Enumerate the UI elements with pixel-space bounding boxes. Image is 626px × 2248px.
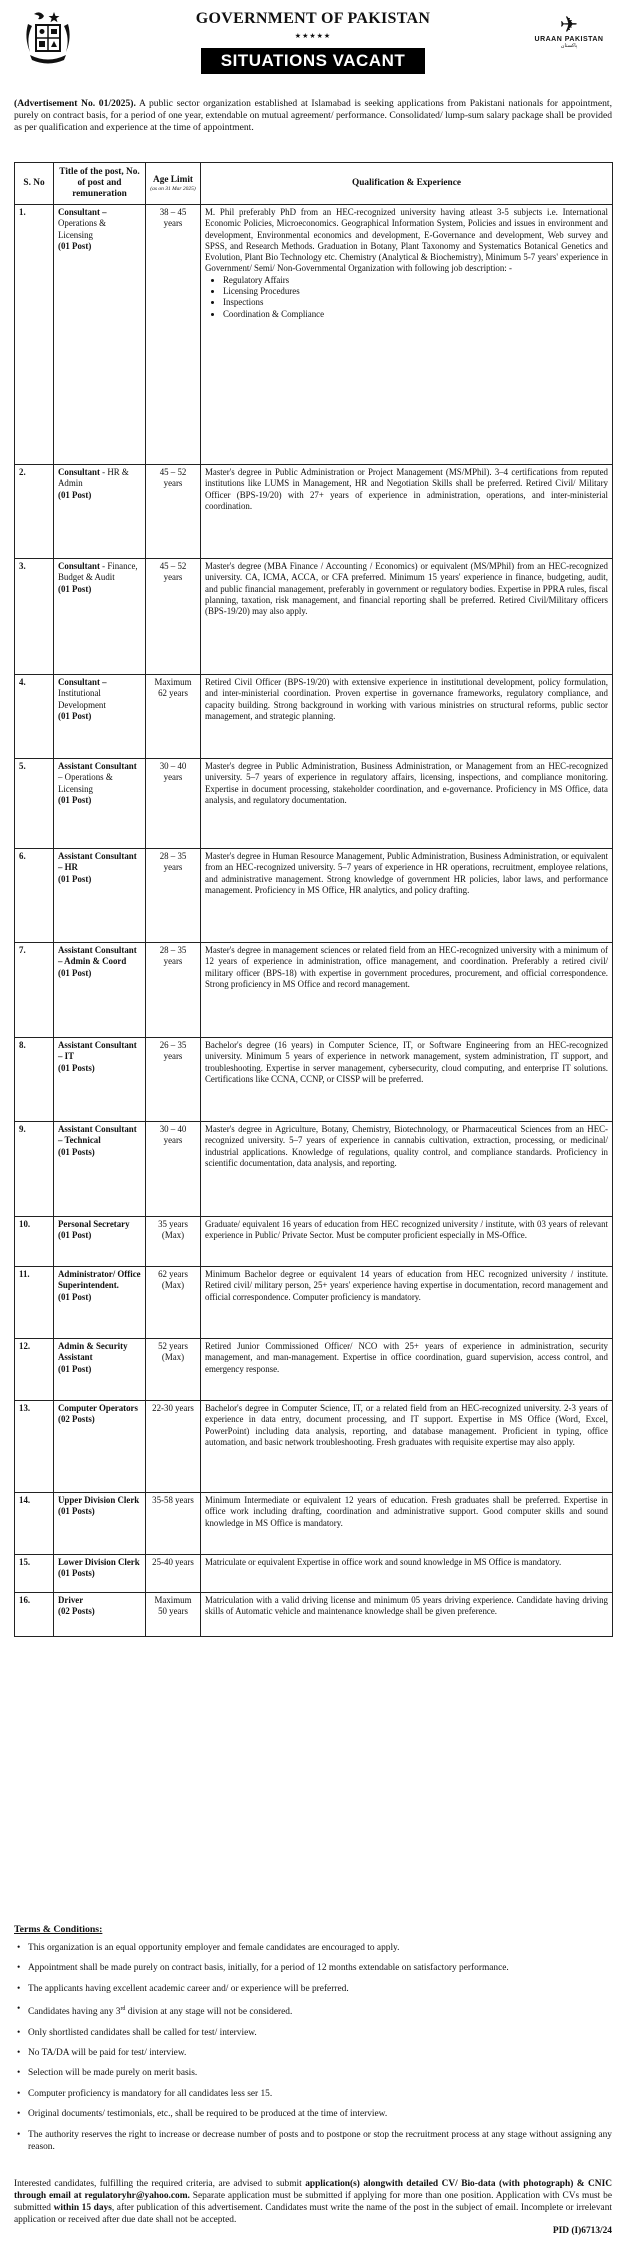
qualification-cell <box>201 1555 613 1593</box>
table-row <box>15 205 613 465</box>
serial-number: 9. <box>15 1122 54 1217</box>
serial-number: 13. <box>15 1401 54 1493</box>
post-title: Upper Division Clerk <box>58 1495 140 1505</box>
qualification-cell <box>201 1122 613 1217</box>
post-title-cell <box>54 943 146 1038</box>
page-header <box>0 0 626 80</box>
post-count: (02 Posts) <box>58 1606 95 1617</box>
qualification-text: Graduate/ equivalent 16 years of education from HEC recognized university / institute, with 03 years of relevant experience in Public/ Private Sector. Must be computer proficient especially in MS-Office. <box>205 1219 608 1241</box>
qualification-text: M. Phil preferably PhD from an HEC-recognized university having atleast 3-5 subjects i.e. International Economic Policies, Microeconomics. Geographical Information System, Policies and issues in environment and development, Environmental economics and development, E-Governance and development, Web survey and SPSS, and Research Methods. Graduation in Botany, Plant Taxonomy and Systematics Botanical Genetics and Evolution, Plant Bio Technology etc. Chemistry (Analytical & Biochemistry), Minimum 5-7 years' experience in Government/ Semi/ Non-Governmental Organization with following job description: - <box>205 207 608 274</box>
post-count: (01 Post) <box>58 794 92 805</box>
qualification-cell <box>201 849 613 943</box>
serial-number: 7. <box>15 943 54 1038</box>
header-qualification: Qualification & Experience <box>201 163 613 205</box>
age-limit: 45 – 52 years <box>146 465 201 559</box>
qualification-cell <box>201 1267 613 1339</box>
situations-vacant-banner: SITUATIONS VACANT <box>201 48 425 74</box>
term-item: • Only shortlisted candidates shall be called for test/ interview. <box>14 2027 612 2039</box>
age-limit: 35-58 years <box>146 1493 201 1555</box>
qualification-cell <box>201 465 613 559</box>
age-limit: 62 years (Max) <box>146 1267 201 1339</box>
table-row <box>15 1217 613 1267</box>
term-item: • Original documents/ testimonials, etc., shall be required to be produced at the time of interview. <box>14 2108 612 2120</box>
vacancies-table <box>14 162 613 1637</box>
qualification-text: Minimum Intermediate or equivalent 12 years of education. Fresh graduates shall be preferred. Expertise in office work including drafting, coordination and administrative support. Good computer skills and sound knowledge in MS Office is mandatory. <box>205 1495 608 1528</box>
table-row <box>15 465 613 559</box>
qualification-text: Minimum Bachelor degree or equivalent 14 years of education from HEC recognized university / institute. Retired civil/ military person, 25+ years' experience having expertise in documentation, record management and official correspondence. Computer proficiency is mandatory. <box>205 1269 608 1302</box>
job-description-item: • Inspections <box>223 297 608 308</box>
table-row <box>15 1401 613 1493</box>
post-title-cell <box>54 675 146 759</box>
post-title-cell <box>54 759 146 849</box>
post-title-cell <box>54 1122 146 1217</box>
qualification-text: Master's degree in Public Administration or Project Management (MS/MPhil). 3–4 certifications from reputed institutions like LUMS in Management, HR and Negotiation Skills shall be preferred. Retired Civil/ Military Officer (BPS-19/20) with 27+ years of experience in administration, operations, and inter-ministerial coordination. <box>205 467 608 511</box>
serial-number: 10. <box>15 1217 54 1267</box>
table-row <box>15 1038 613 1122</box>
terms-and-conditions <box>14 1924 612 2161</box>
job-description-item: • Regulatory Affairs <box>223 275 608 286</box>
post-title-cell <box>54 1593 146 1637</box>
qualification-cell <box>201 1493 613 1555</box>
age-limit: Maximum 50 years <box>146 1593 201 1637</box>
term-item: • No TA/DA will be paid for test/ interview. <box>14 2047 612 2059</box>
post-count: (01 Posts) <box>58 1506 95 1517</box>
qualification-text: Bachelor's degree (16 years) in Computer Science, IT, or Software Engineering from an HEC-recognized university. Minimum 5 years of experience in network management, system administration, IT support, and troubleshooting. Expertise in server management, cybersecurity, cloud computing, and enterprise IT solutions. Certifications like CCNA, CCNP, or CISSP will be preferred. <box>205 1040 608 1084</box>
age-limit: 45 – 52 years <box>146 559 201 675</box>
table-row <box>15 559 613 675</box>
serial-number: 5. <box>15 759 54 849</box>
stars-divider: ★★★★★ <box>294 32 332 40</box>
qualification-text: Master's degree in Public Administration, Business Administration, or Management from an HEC-recognized university. 5–7 years of experience in regulatory affairs, licensing, inspections, and compliance monitoring. Expertise in document processing, stakeholder coordination, and e-governance. Proficiency in MS Office, data analysis, and regulatory documentation. <box>205 761 608 805</box>
qualification-cell <box>201 1401 613 1493</box>
serial-number: 16. <box>15 1593 54 1637</box>
serial-number: 4. <box>15 675 54 759</box>
post-title: Consultant – <box>58 207 107 217</box>
age-limit: 38 – 45 years <box>146 205 201 465</box>
qualification-cell <box>201 1339 613 1401</box>
post-title: Assistant Consultant – Admin & Coord <box>58 945 137 967</box>
table-row <box>15 1339 613 1401</box>
serial-number: 1. <box>15 205 54 465</box>
term-item: • Appointment shall be made purely on contract basis, initially, for a period of 12 months extendable on satisfactory performance. <box>14 1962 612 1974</box>
table-row <box>15 1122 613 1217</box>
post-title: Lower Division Clerk <box>58 1557 140 1567</box>
post-count: (01 Posts) <box>58 1146 95 1157</box>
age-limit: Maximum 62 years <box>146 675 201 759</box>
post-count: (01 Post) <box>58 967 92 978</box>
header-sno: S. No <box>15 163 54 205</box>
serial-number: 11. <box>15 1267 54 1339</box>
post-title-rest: – Operations & Licensing <box>58 772 113 794</box>
post-title-cell <box>54 205 146 465</box>
post-title-cell <box>54 1267 146 1339</box>
pid-number: PID (I)6713/24 <box>552 2226 612 2236</box>
post-title: Consultant <box>58 561 100 571</box>
post-title: Personal Secretary <box>58 1219 130 1229</box>
post-title: Assistant Consultant – Technical <box>58 1124 137 1146</box>
deadline: within 15 days <box>53 2203 112 2213</box>
age-limit: 26 – 35 years <box>146 1038 201 1122</box>
job-description-item: • Coordination & Compliance <box>223 309 608 320</box>
post-count: (01 Post) <box>58 1291 92 1302</box>
qualification-text: Retired Civil Officer (BPS-19/20) with extensive experience in institutional development, policy formulation, and inter-ministerial coordination. Proven expertise in governance frameworks, regulatory compliance, and capacity building. Strong background in working with various ministries on structural reforms, public sector management, and strategic planning. <box>205 677 608 721</box>
table-row <box>15 849 613 943</box>
term-item: • The applicants having excellent academic career and/ or experience will be preferred. <box>14 1983 612 1995</box>
job-description-list <box>205 275 608 320</box>
serial-number: 12. <box>15 1339 54 1401</box>
post-title-cell <box>54 849 146 943</box>
age-limit: 30 – 40 years <box>146 1122 201 1217</box>
post-count: (02 Posts) <box>58 1414 95 1425</box>
government-title: GOVERNMENT OF PAKISTAN <box>195 10 431 27</box>
post-title-cell <box>54 1493 146 1555</box>
post-count: (01 Post) <box>58 710 92 721</box>
qualification-text: Matriculation with a valid driving license and minimum 05 years driving experience. Candidate having driving skills of Automatic vehicle and maintenance knowledge shall be given preference. <box>205 1595 608 1617</box>
intro-paragraph <box>14 98 612 135</box>
serial-number: 6. <box>15 849 54 943</box>
serial-number: 3. <box>15 559 54 675</box>
post-title-rest: - Finance, Budget & Audit <box>58 561 138 583</box>
post-count: (01 Post) <box>58 489 92 500</box>
qualification-cell <box>201 1038 613 1122</box>
header-age-sub: (as on 31 Mar 2025) <box>150 185 196 192</box>
table-row <box>15 943 613 1038</box>
post-title-cell <box>54 1401 146 1493</box>
table-row <box>15 1593 613 1637</box>
qualification-cell <box>201 675 613 759</box>
post-count: (01 Posts) <box>58 1568 95 1579</box>
age-limit: 35 years (Max) <box>146 1217 201 1267</box>
terms-list <box>14 1942 612 2153</box>
post-title: Driver <box>58 1595 84 1605</box>
post-title: Administrator/ Office Superintendent. <box>58 1269 141 1291</box>
post-title: Admin & Security Assistant <box>58 1341 128 1363</box>
table-row <box>15 1267 613 1339</box>
post-title-rest: Institutional Development <box>58 688 106 710</box>
age-limit: 52 years (Max) <box>146 1339 201 1401</box>
table-row <box>15 1493 613 1555</box>
job-description-item: • Licensing Procedures <box>223 286 608 297</box>
post-title: Consultant <box>58 467 100 477</box>
term-item: • Candidates having any 3rd division at any stage will not be considered. <box>14 2003 612 2018</box>
term-item: • The authority reserves the right to increase or decrease number of posts and to postpone or stop the recruitment process at any stage without assigning any reason. <box>14 2129 612 2153</box>
uraan-plane-icon: ✈ <box>559 12 579 37</box>
serial-number: 14. <box>15 1493 54 1555</box>
serial-number: 8. <box>15 1038 54 1122</box>
application-email-instruction: application(s) alongwith detailed CV/ Bio-data (with photograph) & CNIC through email at regulatoryhr@yahoo.com. <box>14 2179 612 2201</box>
post-title: Computer Operators <box>58 1403 138 1413</box>
qualification-text: Master's degree in Agriculture, Botany, Chemistry, Biotechnology, or Pharmaceutical Sciences from an HEC-recognized university. 5–7 years of experience in cannabis cultivation, extraction, processing, or medicinal/ industrial applications. Knowledge of regulations, quality control, and compliance standards. Proficiency in scientific documentation, data analysis, and reporting. <box>205 1124 608 1168</box>
qualification-text: Master's degree in Human Resource Management, Public Administration, Business Administration, or equivalent from an HEC-recognized university. 5–7 years of experience in HR operations, recruitment, employee relations, and administrative management. Strong knowledge of government HR policies, labor laws, and performance management. Proficiency in MS Office, HR analytics, and policy drafting. <box>205 851 608 895</box>
post-count: (01 Post) <box>58 583 92 594</box>
advertisement-number: (Advertisement No. 01/2025). <box>14 98 136 109</box>
table-row <box>15 675 613 759</box>
post-title-rest: Operations & Licensing <box>58 218 107 240</box>
table-row <box>15 1555 613 1593</box>
qualification-text: Master's degree (MBA Finance / Accounting / Economics) or equivalent (MS/MPhil) from an HEC-recognized university. CA, ICMA, ACCA, or CFA preferred. Minimum 15 years' experience in finance, budgeting, audit, and public financial management, preferably in government or regulatory bodies. Expertise in PPRA rules, fiscal planning, taxation, risk management, and financial reporting shall be preferred. Retired Civil/Military officers (BPS-19/20) may also apply. <box>205 561 608 617</box>
post-count: (01 Post) <box>58 1363 92 1374</box>
post-title-cell <box>54 1339 146 1401</box>
qualification-text: Bachelor's degree in Computer Science, IT, or a related field from an HEC-recognized university. 2-3 years of experience in data entry, document processing, and IT support. Expertise in MS Office (Word, Excel, PowerPoint) including data analysis, reporting, and database management. Proficient in typing, office automation, and basic network troubleshooting. Fresh graduates with requisite expertise may also apply. <box>205 1403 608 1447</box>
age-limit: 28 – 35 years <box>146 943 201 1038</box>
qualification-cell <box>201 943 613 1038</box>
qualification-cell <box>201 559 613 675</box>
post-count: (01 Posts) <box>58 1062 95 1073</box>
qualification-text: Retired Junior Commissioned Officer/ NCO with 25+ years of experience in administration, security management, and man-management. Expertise in office coordination, guard supervision, access control, and emergency response. <box>205 1341 608 1374</box>
post-title-cell <box>54 559 146 675</box>
age-limit: 25-40 years <box>146 1555 201 1593</box>
age-limit: 30 – 40 years <box>146 759 201 849</box>
post-title-cell <box>54 465 146 559</box>
serial-number: 15. <box>15 1555 54 1593</box>
post-title: Consultant – <box>58 677 107 687</box>
serial-number: 2. <box>15 465 54 559</box>
post-title-cell <box>54 1555 146 1593</box>
header-title: Title of the post, No. of post and remuneration <box>54 163 146 205</box>
qualification-cell <box>201 205 613 465</box>
header-age: Age Limit (as on 31 Mar 2025) <box>146 163 201 205</box>
qualification-text: Master's degree in management sciences or related field from an HEC-recognized university with a minimum of 12 years of experience in administration, office management, and coordination. Preferably a retired civil/ military officer (BPS-18) with expertise in government procedures, procurement, and official correspondence. Strong proficiency in MS Office and record management. <box>205 945 608 989</box>
post-title: Assistant Consultant – HR <box>58 851 137 873</box>
qualification-cell <box>201 1593 613 1637</box>
qualification-cell <box>201 759 613 849</box>
terms-heading: Terms & Conditions: <box>14 1924 103 1935</box>
term-item: • This organization is an equal opportunity employer and female candidates are encouraged to apply. <box>14 1942 612 1954</box>
post-title-rest: - HR & Admin <box>58 467 129 489</box>
table-row <box>15 759 613 849</box>
post-title: Assistant Consultant – IT <box>58 1040 137 1062</box>
term-item: • Computer proficiency is mandatory for all candidates less ser 15. <box>14 2088 612 2100</box>
qualification-cell <box>201 1217 613 1267</box>
term-item: • Selection will be made purely on merit basis. <box>14 2067 612 2079</box>
qualification-text: Matriculate or equivalent Expertise in office work and sound knowledge in MS Office is mandatory. <box>205 1557 562 1567</box>
age-limit: 22-30 years <box>146 1401 201 1493</box>
intro-text: A public sector organization established at Islamabad is seeking applications from Pakistani nationals for appointment, purely on contract basis, for a period of one year, extendable on mutual agreement/ performance. Consolidated/ lump-sum salary package shall be provided as per qualification and experience at the time of appointment. <box>14 98 612 134</box>
post-title-cell <box>54 1038 146 1122</box>
age-limit: 28 – 35 years <box>146 849 201 943</box>
post-title: Assistant Consultant <box>58 761 137 771</box>
post-count: (01 Post) <box>58 873 92 884</box>
post-title-cell <box>54 1217 146 1267</box>
closing-paragraph: Interested candidates, fulfilling the required criteria, are advised to submit application(s) alongwith detailed CV/ Bio-data (with photograph) & CNIC through email at regulatoryhr@yahoo.com. Separate application must be submitted if applying for more than one position. Application with CVs must be submitted within 15 days, after publication of this advertisement. Candidates must write the name of the post in the subject of email. Incomplete or irrelevant application or received after due date shall not be accepted. <box>14 2179 613 2225</box>
post-count: (01 Post) <box>58 240 92 251</box>
uraan-pakistan-logo: ✈ URAAN PAKISTAN پاکستان <box>534 12 604 49</box>
post-count: (01 Post) <box>58 1230 92 1241</box>
